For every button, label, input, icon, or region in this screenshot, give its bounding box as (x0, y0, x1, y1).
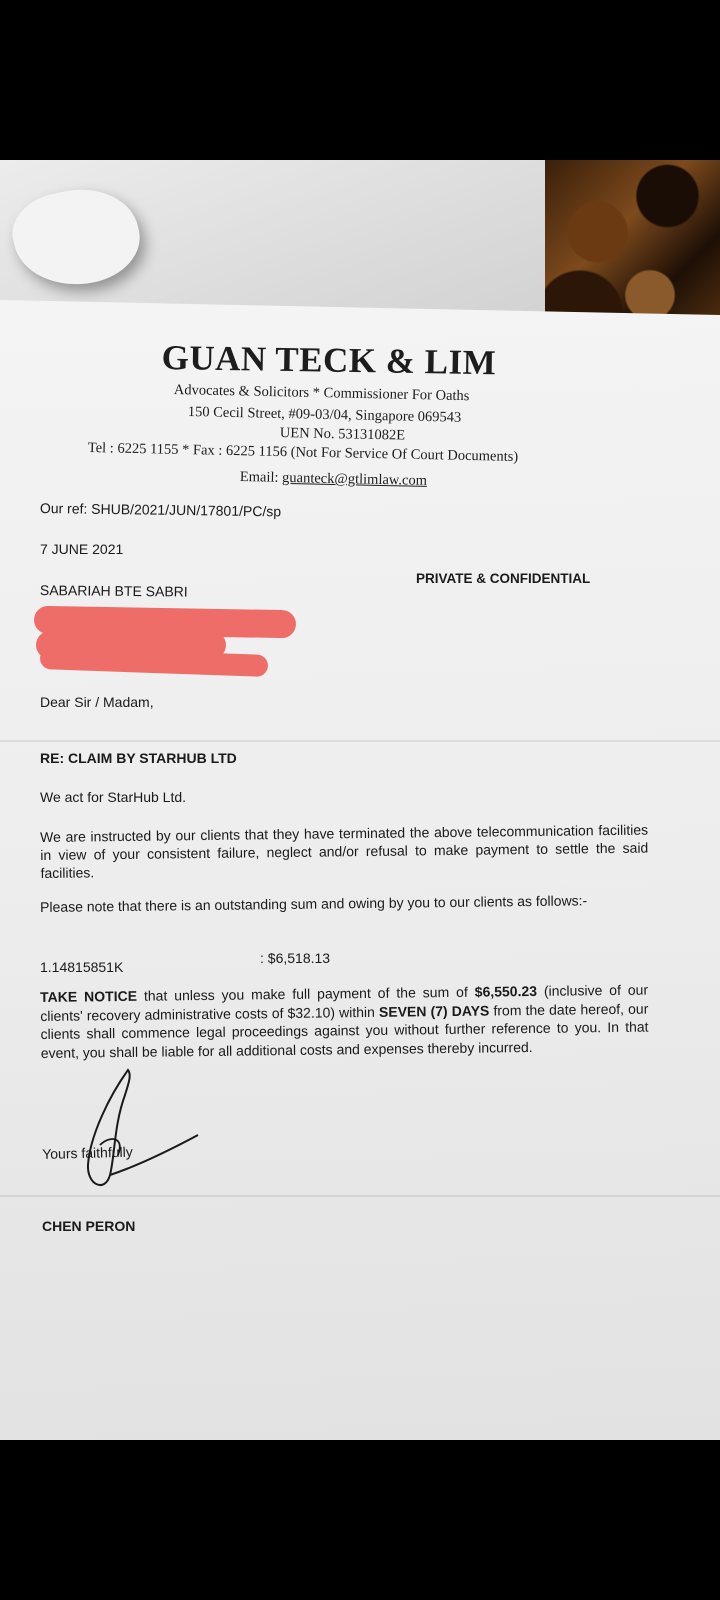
signatory-name: CHEN PERON (42, 1218, 136, 1234)
signature (70, 1065, 220, 1195)
firm-description: Advocates & Solicitors * Commissioner For Oaths (173, 382, 470, 405)
email-label: Email: (239, 469, 279, 486)
account-amount: : $6,518.13 (260, 950, 331, 966)
letter-date: 7 JUNE 2021 (40, 541, 124, 557)
firm-address: 150 Cecil Street, #09-03/04, Singapore 069543 (187, 404, 462, 426)
paragraph-3: Please note that there is an outstanding sum and owing by you to our clients as follows:- (40, 892, 588, 915)
notice-sum: $6,550.23 (474, 982, 538, 1000)
firm-tel-fax: Tel : 6225 1155 * Fax : 6225 1156 (Not For Service Of Court Documents) (87, 440, 519, 466)
paragraph-1: We act for StarHub Ltd. (40, 789, 187, 805)
notice-text-a: that unless you make full payment of the sum of (136, 983, 475, 1004)
closing: Yours faithfully (42, 1143, 133, 1162)
notice-paragraph (40, 981, 649, 1062)
notice-days: SEVEN (7) DAYS (378, 1002, 490, 1020)
firm-uen: UEN No. 53131082E (279, 425, 406, 444)
firm-name: GUAN TECK & LIM (161, 338, 497, 383)
addressee-name: SABARIAH BTE SABRI (39, 582, 188, 600)
fold-crease (0, 1195, 720, 1197)
confidential-marking: PRIVATE & CONFIDENTIAL (416, 571, 591, 586)
fold-crease (0, 740, 720, 742)
our-reference: Our ref: SHUB/2021/JUN/17801/PC/sp (39, 500, 282, 520)
email-link[interactable]: guanteck@gtlimlaw.com (281, 469, 428, 489)
notice-lead: TAKE NOTICE (40, 987, 138, 1005)
notice-text-c: from the date hereof, our clients shall commence legal proceedings against you without further reference to you. In that event, you shall be liable for all additional costs and expenses thereby incurred. (40, 1000, 649, 1061)
subject-line: RE: CLAIM BY STARHUB LTD (40, 750, 237, 766)
salutation: Dear Sir / Madam, (40, 694, 154, 710)
account-number: 1.14815851K (40, 959, 124, 975)
paragraph-2: We are instructed by our clients that they have terminated the above telecommunication facilities in view of your consistent failure, neglect and/or refusal to make payment to settle the said facilities. (40, 821, 649, 881)
notice-text-b: (inclusive of our clients' recovery administrative costs of $32.10) within (40, 981, 649, 1024)
